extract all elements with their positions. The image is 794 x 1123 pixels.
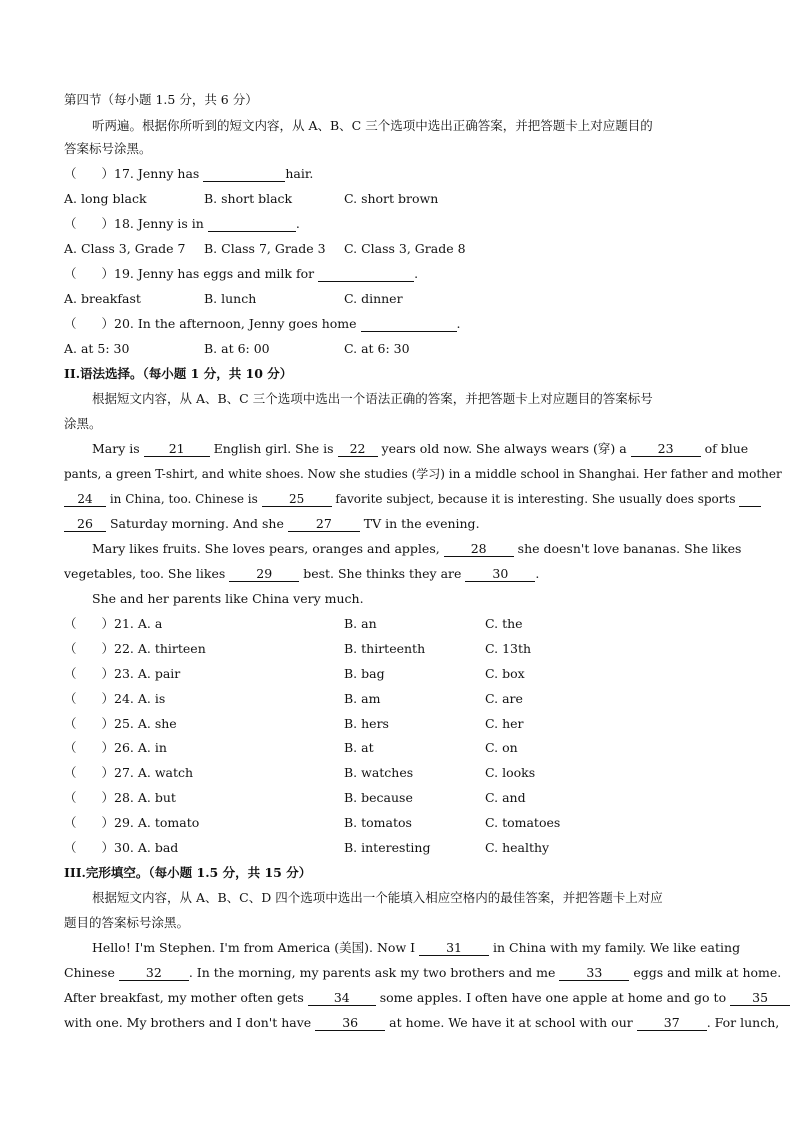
blank-23: 23 (631, 442, 701, 457)
question-26: （ ）26. A. in (64, 740, 167, 755)
option-b: B. lunch (204, 291, 257, 306)
option-b: B. hers (344, 716, 389, 731)
question-17: （ ）17. Jenny has hair. (64, 166, 314, 181)
answer-blank (318, 267, 414, 282)
question-23: （ ）23. A. pair (64, 666, 181, 681)
question-20: （ ）20. In the afternoon, Jenny goes home . (64, 316, 461, 331)
question-22: （ ）22. A. thirteen (64, 641, 206, 656)
blank-26: 26 (64, 517, 106, 532)
option-c: C. looks (485, 765, 536, 780)
passage-line: Mary likes fruits. She loves pears, oranges and apples, 28 she doesn't love bananas. She likes (92, 541, 742, 556)
blank-32: 32 (119, 966, 189, 981)
option-c: C. dinner (344, 291, 403, 306)
option-c: C. are (485, 691, 523, 706)
passage-line: Hello! I'm Stephen. I'm from America (美国). Now I 31 in China with my family. We like eating (92, 940, 741, 955)
option-b: B. Class 7, Grade 3 (204, 241, 326, 256)
passage-line: After breakfast, my mother often gets 34 some apples. I often have one apple at home and go to 35 (64, 990, 790, 1006)
option-c: C. tomatoes (485, 815, 561, 830)
option-c: C. short brown (344, 191, 439, 206)
answer-paren: （ ） (64, 216, 115, 231)
question-30: （ ）30. A. bad (64, 840, 179, 855)
passage-line: Mary is 21 English girl. She is 22 years old now. She always wears (穿) a 23 of blue (92, 441, 749, 456)
option-c: C. at 6: 30 (344, 341, 410, 356)
blank-31: 31 (419, 941, 489, 956)
question-19: （ ）19. Jenny has eggs and milk for . (64, 266, 419, 281)
passage-line: She and her parents like China very much. (92, 591, 364, 606)
passage-line: with one. My brothers and I don't have 36 at home. We have it at school with our 37 . For lunch, (64, 1015, 780, 1030)
blank-27: 27 (288, 517, 360, 532)
option-b: B. thirteenth (344, 641, 426, 656)
section-2-instruction-cont: 涂黑。 (64, 416, 102, 431)
blank-30: 30 (465, 567, 535, 582)
blank-36: 36 (315, 1016, 385, 1031)
option-a: A. long black (64, 191, 147, 206)
option-c: C. healthy (485, 840, 550, 855)
section-4-instruction-cont: 答案标号涂黑。 (64, 141, 152, 156)
section-3-instruction-cont: 题目的答案标号涂黑。 (64, 915, 190, 930)
option-b: B. at 6: 00 (204, 341, 270, 356)
blank-21: 21 (144, 442, 210, 457)
answer-blank (208, 217, 296, 232)
option-b: B. watches (344, 765, 414, 780)
question-18: （ ）18. Jenny is in . (64, 216, 300, 231)
blank-35: 35 (730, 991, 790, 1006)
option-c: C. and (485, 790, 526, 805)
blank-37: 37 (637, 1016, 707, 1031)
blank-33: 33 (559, 966, 629, 981)
question-25: （ ）25. A. she (64, 716, 177, 731)
passage-line: pants, a green T-shirt, and white shoes. Now she studies (学习) in a middle school in Shanghai. Her father and mother (64, 467, 782, 481)
blank-28: 28 (444, 542, 514, 557)
option-a: A. breakfast (64, 291, 141, 306)
option-b: B. bag (344, 666, 385, 681)
answer-paren: （ ） (64, 166, 115, 181)
option-c: C. the (485, 616, 523, 631)
option-c: C. on (485, 740, 518, 755)
answer-paren: （ ） (64, 316, 115, 331)
question-28: （ ）28. A. but (64, 790, 176, 805)
passage-line: Chinese 32 . In the morning, my parents ask my two brothers and me 33 eggs and milk at home. (64, 965, 782, 980)
passage-line: 24 in China, too. Chinese is 25 favorite subject, because it is interesting. She usually does sports (64, 491, 761, 507)
blank-24: 24 (64, 492, 106, 507)
option-b: B. short black (204, 191, 293, 206)
option-a: A. at 5: 30 (64, 341, 130, 356)
answer-blank (361, 317, 457, 332)
option-a: A. Class 3, Grade 7 (64, 241, 186, 256)
passage-line: 26 Saturday morning. And she 27 TV in the evening. (64, 516, 480, 532)
option-c: C. her (485, 716, 524, 731)
option-b: B. tomatos (344, 815, 412, 830)
option-b: B. am (344, 691, 381, 706)
blank-22: 22 (338, 442, 378, 457)
question-24: （ ）24. A. is (64, 691, 166, 706)
option-c: C. box (485, 666, 525, 681)
option-b: B. at (344, 740, 374, 755)
section-4-instruction: 听两遍。根据你所听到的短文内容，从 A、B、C 三个选项中选出正确答案，并把答题卡上对应题目的 (92, 118, 653, 133)
section-3-instruction: 根据短文内容，从 A、B、C、D 四个选项中选出一个能填入相应空格内的最佳答案，并把答题卡上对应 (92, 890, 663, 905)
answer-paren: （ ） (64, 266, 115, 281)
question-27: （ ）27. A. watch (64, 765, 194, 780)
option-c: C. Class 3, Grade 8 (344, 241, 466, 256)
option-c: C. 13th (485, 641, 532, 656)
question-29: （ ）29. A. tomato (64, 815, 200, 830)
blank-29: 29 (229, 567, 299, 582)
passage-line: vegetables, too. She likes 29 best. She thinks they are 30 . (64, 566, 540, 581)
question-21: （ ）21. A. a (64, 616, 163, 631)
option-b: B. because (344, 790, 413, 805)
blank-26-start (739, 492, 761, 507)
section-2-instruction: 根据短文内容，从 A、B、C 三个选项中选出一个语法正确的答案，并把答题卡上对应题目的答案标号 (92, 391, 653, 406)
section-2-title: II.语法选择。（每小题 1 分，共 10 分） (64, 366, 293, 381)
option-b: B. an (344, 616, 377, 631)
answer-blank (203, 167, 285, 182)
option-b: B. interesting (344, 840, 431, 855)
section-3-title: III.完形填空。（每小题 1.5 分，共 15 分） (64, 865, 312, 880)
blank-34: 34 (308, 991, 376, 1006)
blank-25: 25 (262, 492, 332, 507)
section-4-title: 第四节（每小题 1.5 分，共 6 分） (64, 92, 258, 107)
